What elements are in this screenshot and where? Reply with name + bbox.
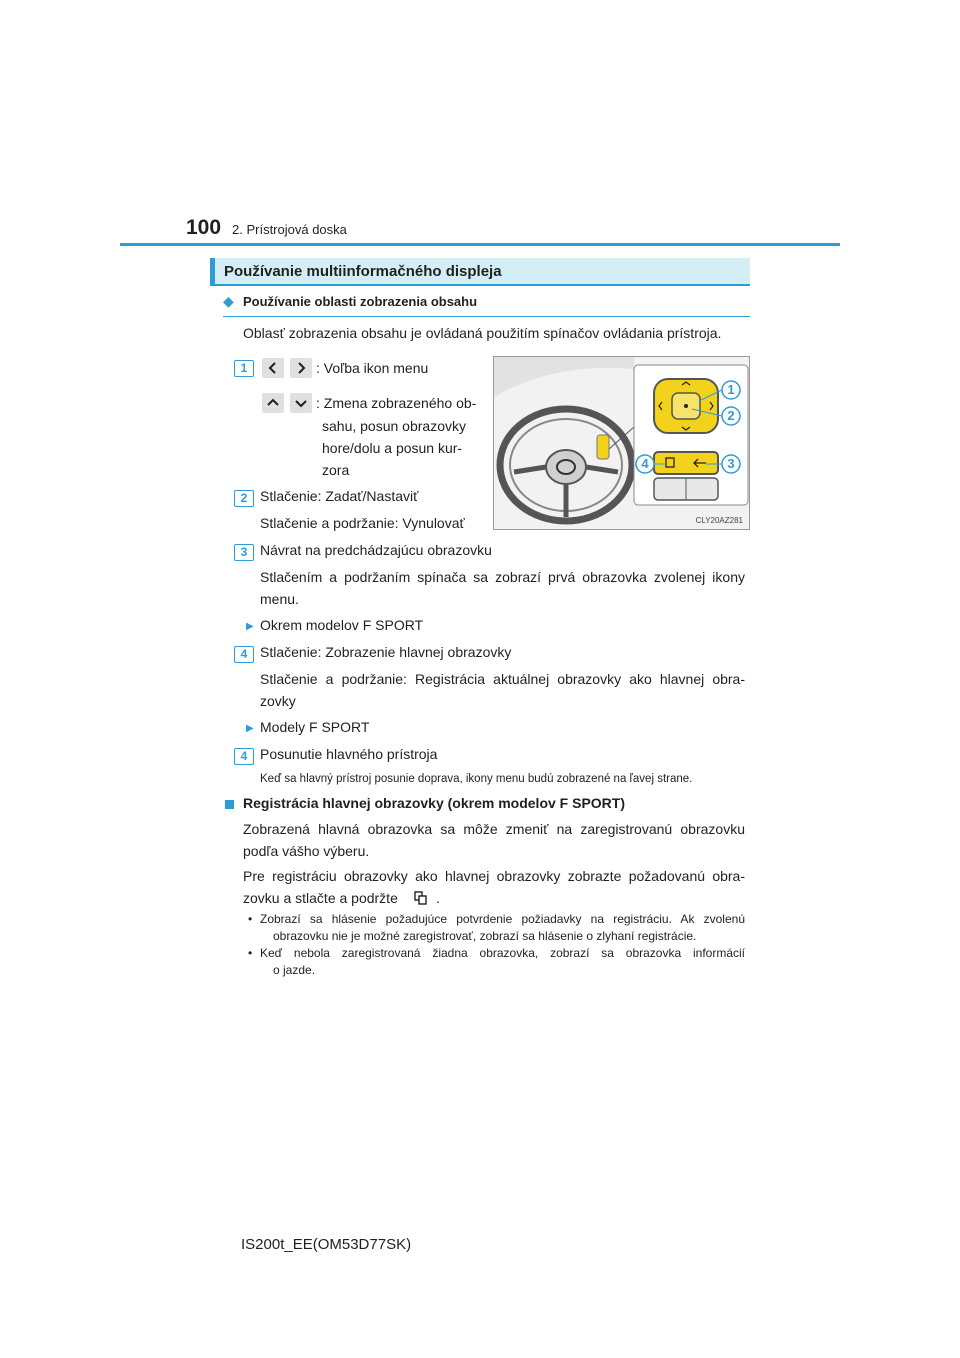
item-number-2: 2 — [234, 490, 254, 507]
registration-heading: Registrácia hlavnej obrazovky (okrem modelov F SPORT) — [243, 795, 625, 811]
figure-callout-4: 4 — [641, 456, 649, 471]
note-bullet-1: • — [248, 912, 253, 926]
variant-heading-2: Modely F SPORT — [260, 719, 370, 735]
triangle-bullet-icon: ▶ — [246, 621, 254, 632]
item-4b-note: Keď sa hlavný prístroj posunie doprava, ikony menu budú zobrazené na ľavej strane. — [260, 773, 693, 785]
down-arrow-icon — [290, 393, 312, 413]
item-1-line-2b: sahu, posun obrazovky — [322, 418, 466, 434]
registration-p1b: podľa vášho výberu. — [243, 843, 370, 859]
steering-wheel-illustration — [494, 357, 750, 530]
left-arrow-icon — [262, 358, 284, 378]
variant-heading-1: Okrem modelov F SPORT — [260, 617, 424, 633]
item-4b-line-1: Posunutie hlavného prístroja — [260, 746, 438, 762]
item-4a-line-2b: zovky — [260, 693, 296, 709]
item-1-line-2c: hore/dolu a posun kur- — [322, 440, 463, 456]
section-accent — [210, 258, 215, 286]
item-3-line-2a: Stlačením a podržaním spínača sa zobrazí prvá obrazovka zvolenej ikony — [260, 569, 745, 585]
figure-callout-1: 1 — [727, 382, 735, 397]
up-arrow-icon — [262, 393, 284, 413]
registration-p2a: Pre registráciu obrazovky ako hlavnej obrazovky zobrazte požadovanú obra- — [243, 868, 745, 884]
item-2-line-1: Stlačenie: Zadať/Nastaviť — [260, 488, 419, 504]
note-bullet-2: • — [248, 946, 253, 960]
item-4a-line-2a: Stlačenie a podržanie: Registrácia aktuálnej obrazovky ako hlavnej obra- — [260, 671, 745, 687]
section-title: Používanie multiinformačného displeja — [224, 263, 502, 280]
chapter-title: 2. Prístrojová doska — [232, 222, 347, 237]
footer-code: IS200t_EE(OM53D77SK) — [241, 1236, 412, 1253]
item-1-line-2d: zora — [322, 462, 350, 478]
subsection-title: Používanie oblasti zobrazenia obsahu — [243, 294, 478, 309]
item-number-1: 1 — [234, 360, 254, 377]
registration-p2b: zovku a stlačte a podržte — [243, 890, 398, 906]
intro-paragraph: Oblasť zobrazenia obsahu je ovládaná použitím spínačov ovládania prístroja. — [243, 325, 722, 341]
item-1-line-2a: : Zmena zobrazeného ob- — [316, 395, 477, 411]
page-number: 100 — [186, 216, 222, 239]
item-number-3: 3 — [234, 544, 254, 561]
right-arrow-icon — [290, 358, 312, 378]
register-icon — [411, 889, 431, 907]
note-2-line-b: o jazde. — [273, 963, 316, 977]
item-number-4b: 4 — [234, 748, 254, 765]
header-rule — [120, 243, 840, 246]
figure-code: CLY20AZ281 — [695, 516, 743, 525]
item-1-line-1: : Voľba ikon menu — [316, 360, 429, 376]
item-2-line-2: Stlačenie a podržanie: Vynulovať — [260, 515, 465, 531]
note-1-line-b: obrazovku nie je možné zaregistrovať, zobrazí sa hlásenie o zlyhaní registrácie. — [273, 929, 697, 943]
note-2-line-a: Keď nebola zaregistrovaná žiadna obrazovka, zobrazí sa obrazovka informácií — [260, 946, 745, 960]
registration-p1a: Zobrazená hlavná obrazovka sa môže zmeniť na zaregistrovanú obrazovku — [243, 821, 745, 837]
item-4a-line-1: Stlačenie: Zobrazenie hlavnej obrazovky — [260, 644, 512, 660]
triangle-bullet-icon: ▶ — [246, 723, 254, 734]
square-bullet-icon — [225, 800, 234, 809]
subsection-rule — [223, 316, 750, 317]
note-1-line-a: Zobrazí sa hlásenie požadujúce potvrdenie požiadavky na registráciu. Ak zvolenú — [260, 912, 745, 926]
steering-wheel-figure — [493, 356, 750, 530]
item-3-line-2b: menu. — [260, 591, 299, 607]
diamond-icon: ◆ — [223, 293, 234, 309]
item-3-line-1: Návrat na predchádzajúcu obrazovku — [260, 542, 492, 558]
figure-callout-3: 3 — [727, 456, 735, 471]
figure-callout-2: 2 — [727, 408, 735, 423]
item-number-4a: 4 — [234, 646, 254, 663]
registration-p2c: . — [436, 890, 440, 906]
